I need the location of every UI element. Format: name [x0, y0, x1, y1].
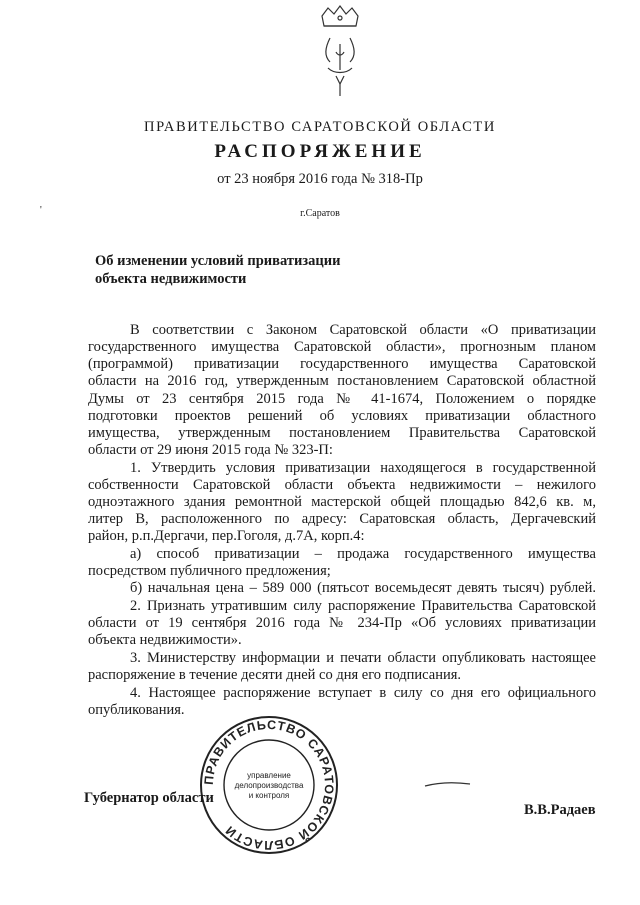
body-line: 2. Признать утратившим силу распоряжение Правительства Саратовской: [130, 598, 596, 614]
issuing-city: г.Саратов: [300, 208, 340, 219]
handwritten-signature: [380, 770, 510, 810]
body-line: собственности Саратовской области объекта недвижимости – нежилого: [88, 477, 596, 493]
margin-mark: ': [40, 205, 42, 216]
document-date-number: от 23 ноября 2016 года № 318-Пр: [217, 171, 423, 187]
government-name: ПРАВИТЕЛЬСТВО САРАТОВСКОЙ ОБЛАСТИ: [144, 119, 496, 135]
body-line: 3. Министерству информации и печати области опубликовать настоящее: [130, 650, 596, 666]
body-line: имущества, утвержденным постановлением Правительства Саратовской: [88, 425, 596, 441]
body-line: литер В, расположенного по адресу: Саратовская область, Дергачевский: [88, 511, 596, 527]
title-line: Об изменении условий приватизации: [95, 253, 341, 269]
body-line: подготовки проектов решений об условиях приватизации областного: [88, 408, 596, 424]
body-line: распоряжение в течение десяти дней со дня его подписания.: [88, 667, 462, 683]
body-line: а) способ приватизации – продажа государственного имущества: [130, 546, 596, 562]
body-line: опубликования.: [88, 702, 185, 718]
official-round-stamp: [198, 714, 340, 856]
stamp-center-line: управление: [247, 771, 291, 780]
coat-of-arms-emblem: [300, 4, 380, 110]
body-line: б) начальная цена – 589 000 (пятьсот восемьдесят девять тысяч) рублей.: [130, 580, 596, 596]
body-line: 1. Утвердить условия приватизации находящегося в государственной: [130, 460, 596, 476]
body-line: посредством публичного предложения;: [88, 563, 331, 579]
body-line: одноэтажного здания ремонтной мастерской общей площадью 842,6 кв. м,: [88, 494, 596, 510]
body-line: объекта недвижимости».: [88, 632, 242, 648]
document-type: РАСПОРЯЖЕНИЕ: [214, 141, 426, 162]
body-line: В соответствии с Законом Саратовской области «О приватизации: [130, 322, 596, 338]
stamp-ring-text: ПРАВИТЕЛЬСТВО САРАТОВСКОЙ ОБЛАСТИ: [201, 717, 337, 853]
stamp-center-line: делопроизводства: [234, 781, 304, 790]
body-line: государственного имущества Саратовской области», прогнозным планом: [88, 339, 596, 355]
document-title: [95, 252, 340, 288]
stamp-center-line: и контроля: [248, 791, 290, 800]
body-line: Думы от 23 сентября 2015 года № 41-1674, Положением о порядке: [88, 391, 596, 407]
body-line: район, р.п.Дергачи, пер.Гоголя, д.7А, корп.4:: [88, 528, 365, 544]
signatory-name: В.В.Радаев: [524, 802, 596, 818]
signatory-position: Губернатор области: [84, 790, 214, 806]
body-line: области от 19 сентября 2016 года № 234-Пр «Об условиях приватизации: [88, 615, 596, 631]
body-line: области от 29 июня 2015 года № 323-П:: [88, 442, 333, 458]
body-line: 4. Настоящее распоряжение вступает в силу со дня его официального: [130, 685, 596, 701]
body-line: области на 2016 год, утвержденным постановлением Саратовской областной: [88, 373, 596, 389]
title-line: объекта недвижимости: [95, 271, 247, 287]
body-line: (программой) приватизации государственного имущества Саратовской: [88, 356, 596, 372]
